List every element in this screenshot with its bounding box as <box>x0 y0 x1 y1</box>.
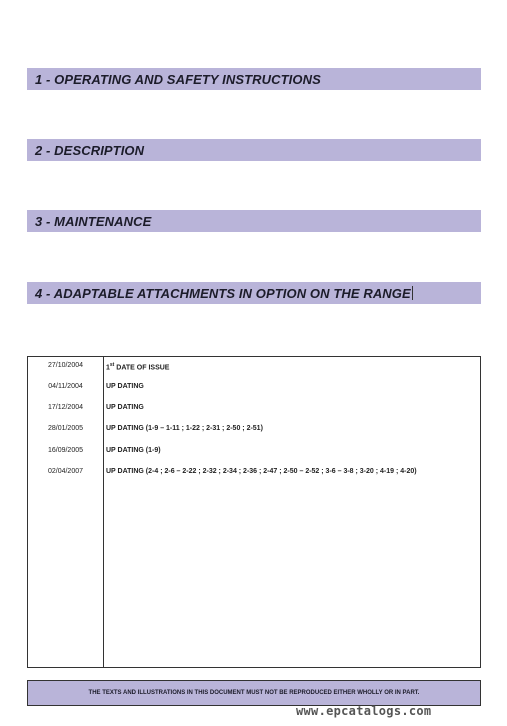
section-1-header <box>27 68 481 90</box>
revision-row <box>28 447 480 459</box>
revision-row <box>28 425 480 437</box>
revision-row <box>28 362 480 374</box>
revision-description: UP DATING (2-4 ; 2-6 – 2-22 ; 2-32 ; 2-34 ; 2-36 ; 2-47 ; 2-50 – 2-52 ; 3-6 – 3-8 ; 3-20 ; 4-19 ; 4-20) <box>106 468 417 475</box>
revision-date: 17/12/2004 <box>47 404 84 411</box>
section-3-header <box>27 210 481 232</box>
copyright-notice: THE TEXTS AND ILLUSTRATIONS IN THIS DOCUMENT MUST NOT BE REPRODUCED EITHER WHOLLY OR IN PART. <box>88 690 420 696</box>
revision-description: 1st DATE OF ISSUE <box>106 362 170 372</box>
revision-row <box>28 468 480 480</box>
revision-row <box>28 383 480 395</box>
text-cursor <box>412 286 413 300</box>
section-1-title: 1 - OPERATING AND SAFETY INSTRUCTIONS <box>35 71 321 87</box>
copyright-notice-bar <box>27 680 481 706</box>
revision-date: 16/09/2005 <box>47 447 84 454</box>
revision-description: UP DATING <box>106 383 144 390</box>
section-4-title: 4 - ADAPTABLE ATTACHMENTS IN OPTION ON THE RANGE <box>35 285 411 301</box>
revision-date: 02/04/2007 <box>47 468 84 475</box>
revision-date: 28/01/2005 <box>47 425 84 432</box>
revision-row <box>28 404 480 416</box>
watermark: www.epcatalogs.com <box>296 704 432 718</box>
revision-table <box>27 356 481 668</box>
section-4-header <box>27 282 481 304</box>
revision-date: 04/11/2004 <box>48 383 83 390</box>
revision-date: 27/10/2004 <box>47 362 84 369</box>
revision-description: UP DATING <box>106 404 144 411</box>
revision-description: UP DATING (1-9) <box>106 447 161 454</box>
revision-description: UP DATING (1-9 – 1-11 ; 1-22 ; 2-31 ; 2-50 ; 2-51) <box>106 425 263 432</box>
section-2-title: 2 - DESCRIPTION <box>35 142 145 158</box>
section-2-header <box>27 139 481 161</box>
section-3-title: 3 - MAINTENANCE <box>35 213 152 229</box>
